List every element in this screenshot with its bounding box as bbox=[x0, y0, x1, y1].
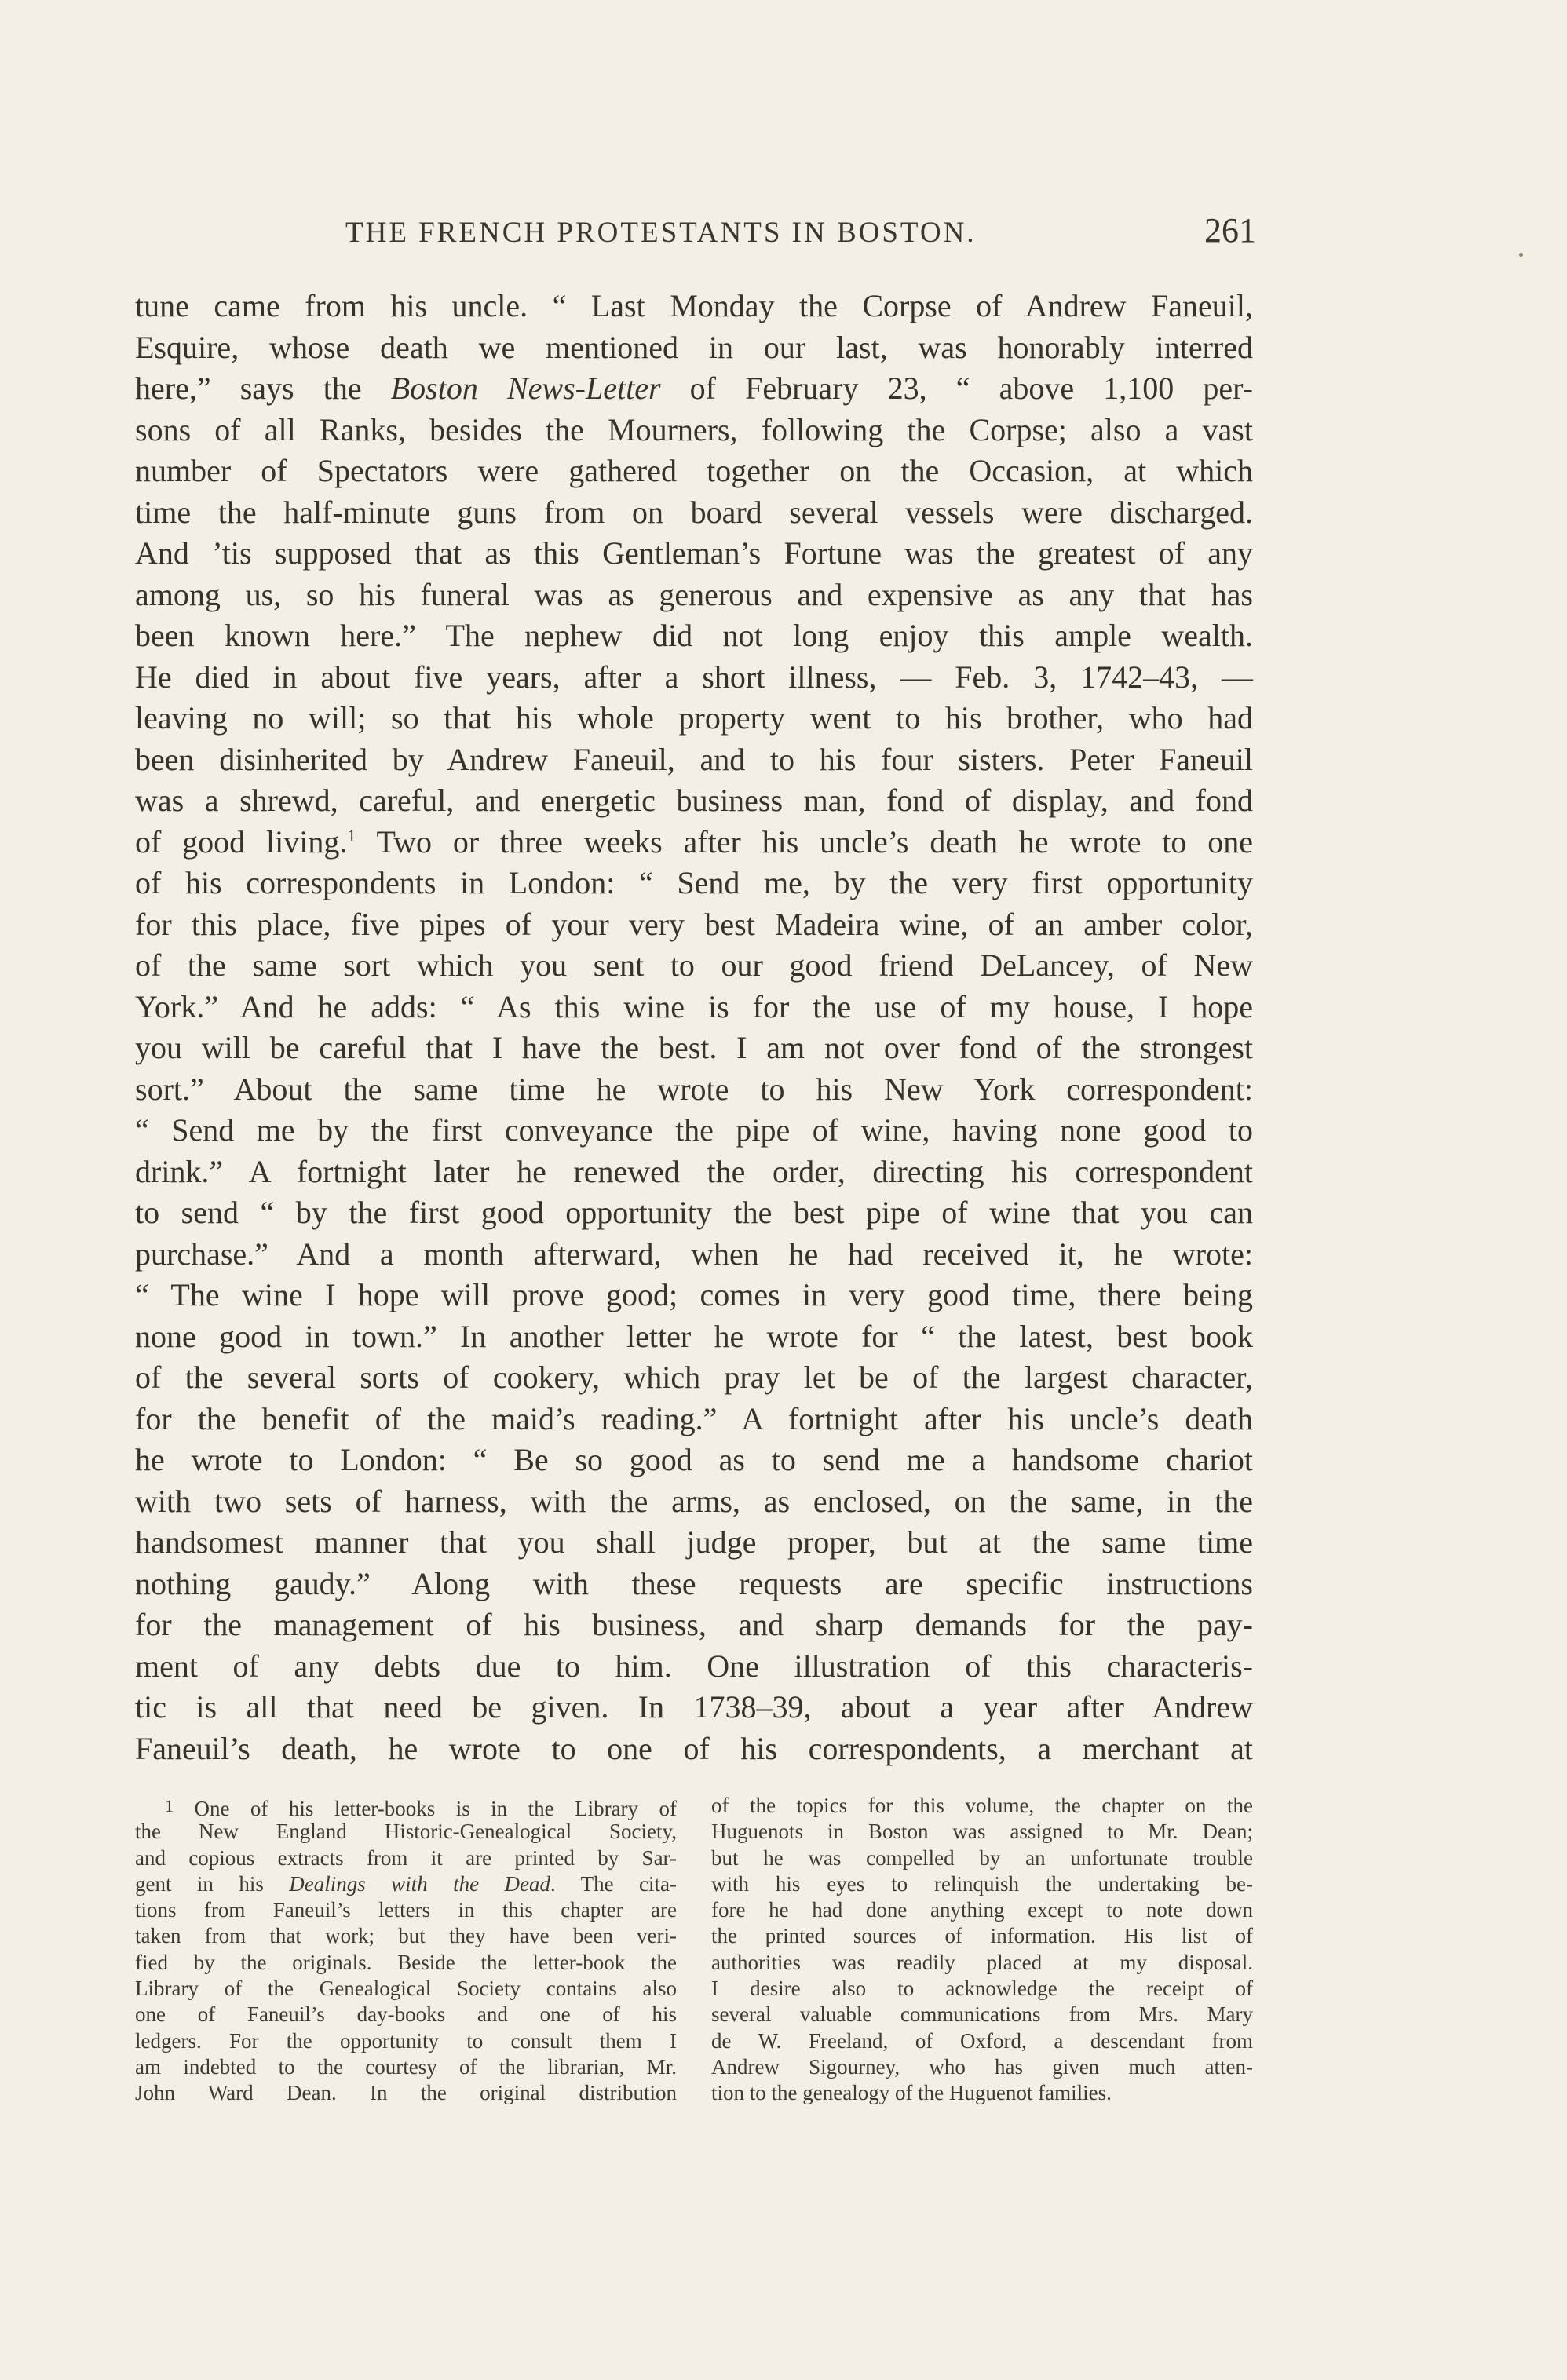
body-line: Esquire, whose death we mentioned in our last, was honorably interred bbox=[135, 329, 1253, 365]
body-line: Faneuil’s death, he wrote to one of his correspondents, a merchant at bbox=[135, 1730, 1253, 1766]
running-title: THE FRENCH PROTESTANTS IN BOSTON. bbox=[345, 217, 977, 249]
body-line: for this place, five pipes of your very best Madeira wine, of an amber color, bbox=[135, 906, 1253, 942]
body-line: he wrote to London: “ Be so good as to send me a handsome chariot bbox=[135, 1442, 1253, 1477]
body-line: been known here.” The nephew did not long enjoy this ample wealth. bbox=[135, 618, 1253, 653]
footnote-line: authorities was readily placed at my disposal. bbox=[711, 1950, 1253, 1974]
body-line: among us, so his funeral was as generous and expensive as any that has bbox=[135, 576, 1253, 612]
body-line-segment: here,” says the bbox=[135, 371, 391, 406]
body-line: been disinherited by Andrew Faneuil, and to his four sisters. Peter Faneuil bbox=[135, 741, 1253, 777]
footnote-column-right bbox=[711, 1793, 1253, 2107]
footnote-line: and copious extracts from it are printed by Sar- bbox=[135, 1845, 677, 1870]
page-number: 261 bbox=[1204, 211, 1256, 250]
footnote-line: tion to the genealogy of the Huguenot families. bbox=[711, 2081, 1112, 2105]
footnote-line: but he was compelled by an unfortunate trouble bbox=[711, 1845, 1253, 1870]
body-line: York.” And he adds: “ As this wine is for the use of my house, I hope bbox=[135, 988, 1253, 1024]
footnote-line: the New England Historic-Genealogical Society, bbox=[135, 1820, 677, 1844]
footnote-line: fore he had done anything except to note down bbox=[711, 1898, 1253, 1922]
footnote-line: with his eyes to relinquish the undertaking be- bbox=[711, 1871, 1253, 1896]
body-line: tic is all that need be given. In 1738–39, about a year after Andrew bbox=[135, 1689, 1253, 1725]
body-line: number of Spectators were gathered together on the Occasion, at which bbox=[135, 453, 1253, 488]
body-line: of the same sort which you sent to our good friend DeLancey, of New bbox=[135, 947, 1253, 983]
footnote-line-segment: gent in his bbox=[135, 1871, 290, 1896]
body-line: purchase.” And a month afterward, when he had received it, he wrote: bbox=[135, 1236, 1253, 1272]
body-line: And ’tis supposed that as this Gentleman’s Fortune was the greatest of any bbox=[135, 535, 1253, 571]
body-line bbox=[135, 368, 1253, 410]
body-line: for the benefit of the maid’s reading.” A fortnight after his uncle’s death bbox=[135, 1400, 1253, 1436]
body-line: of the several sorts of cookery, which pray let be of the largest character, bbox=[135, 1360, 1253, 1395]
footnote-line: taken from that work; but they have been veri- bbox=[135, 1924, 677, 1948]
footnote-line: de W. Freeland, of Oxford, a descendant from bbox=[711, 2028, 1253, 2053]
body-text bbox=[135, 286, 1253, 1769]
body-line: time the half-minute guns from on board several vessels were discharged. bbox=[135, 494, 1253, 530]
body-line: with two sets of harness, with the arms, as enclosed, on the same, in the bbox=[135, 1483, 1253, 1519]
body-line-segment: of February 23, “ above 1,100 per- bbox=[660, 371, 1253, 406]
body-line: tune came from his uncle. “ Last Monday the Corpse of Andrew Faneuil, bbox=[135, 288, 1253, 323]
footnote-line: tions from Faneuil’s letters in this chapter are bbox=[135, 1898, 677, 1922]
footnote-line: Andrew Sigourney, who has given much atten- bbox=[711, 2054, 1253, 2079]
footnote-line: the printed sources of information. His list of bbox=[711, 1924, 1253, 1948]
body-line: drink.” A fortnight later he renewed the order, directing his correspondent bbox=[135, 1153, 1253, 1189]
body-line: to send “ by the first good opportunity the best pipe of wine that you can bbox=[135, 1195, 1253, 1230]
body-line: sort.” About the same time he wrote to his New York correspondent: bbox=[135, 1071, 1253, 1107]
body-line: was a shrewd, careful, and energetic business man, fond of display, and fond bbox=[135, 783, 1253, 818]
body-line: “ Send me by the first conveyance the pipe of wine, having none good to bbox=[135, 1112, 1253, 1148]
footnote-line-text: One of his letter-books is in the Library of bbox=[194, 1797, 678, 1820]
body-line bbox=[135, 822, 1253, 863]
body-line: He died in about five years, after a short illness, — Feb. 3, 1742–43, — bbox=[135, 659, 1253, 695]
footnote-line: Huguenots in Boston was assigned to Mr. Dean; bbox=[711, 1820, 1253, 1844]
footnote-line: I desire also to acknowledge the receipt of bbox=[711, 1977, 1253, 2001]
body-line: “ The wine I hope will prove good; comes in very good time, there being bbox=[135, 1277, 1253, 1312]
footnote-line: John Ward Dean. In the original distribution bbox=[135, 2081, 677, 2105]
footnote-line-segment: . The cita- bbox=[550, 1871, 677, 1896]
body-line: none good in town.” In another letter he wrote for “ the latest, best book bbox=[135, 1318, 1253, 1354]
footnote-column-left bbox=[135, 1793, 677, 2107]
footnote-line: one of Faneuil’s day-books and one of his bbox=[135, 2002, 677, 2027]
newspaper-title: Boston News-Letter bbox=[390, 371, 661, 406]
footnote-line bbox=[135, 1871, 677, 1897]
body-line: of his correspondents in London: “ Send me, by the very first opportunity bbox=[135, 865, 1253, 900]
footnotes bbox=[135, 1793, 1253, 2107]
footnote-line: several valuable communications from Mrs. Mary bbox=[711, 2002, 1253, 2027]
body-line: ment of any debts due to him. One illustration of this characteris- bbox=[135, 1648, 1253, 1684]
body-line: leaving no will; so that his whole property went to his brother, who had bbox=[135, 700, 1253, 736]
body-line: sons of all Ranks, besides the Mourners, following the Corpse; also a vast bbox=[135, 411, 1253, 447]
footnote-line: ledgers. For the opportunity to consult them I bbox=[135, 2028, 677, 2053]
body-line-segment: of good living. bbox=[135, 823, 348, 860]
body-line: you will be careful that I have the best. I am not over fond of the strongest bbox=[135, 1030, 1253, 1065]
body-line: nothing gaudy.” Along with these requests are specific instructions bbox=[135, 1565, 1253, 1601]
footnote-line: am indebted to the courtesy of the librarian, Mr. bbox=[135, 2054, 677, 2079]
footnote-line bbox=[135, 1793, 677, 1819]
book-title: Dealings with the Dead bbox=[289, 1871, 550, 1896]
body-line: for the management of his business, and sharp demands for the pay- bbox=[135, 1607, 1253, 1642]
footnote-line: of the topics for this volume, the chapter on the bbox=[711, 1794, 1253, 1817]
body-line: handsomest manner that you shall judge proper, but at the same time bbox=[135, 1524, 1253, 1560]
body-line-segment: Two or three weeks after his uncle’s death he wrote to one bbox=[356, 823, 1253, 860]
footnote-line: Library of the Genealogical Society contains also bbox=[135, 1977, 677, 2001]
paper-speck bbox=[1519, 253, 1523, 257]
footnote-line: fied by the originals. Beside the letter-book the bbox=[135, 1950, 677, 1974]
footnote-marker: 1 bbox=[165, 1796, 174, 1816]
running-head bbox=[345, 210, 1256, 250]
footnote-reference: 1 bbox=[347, 825, 356, 845]
